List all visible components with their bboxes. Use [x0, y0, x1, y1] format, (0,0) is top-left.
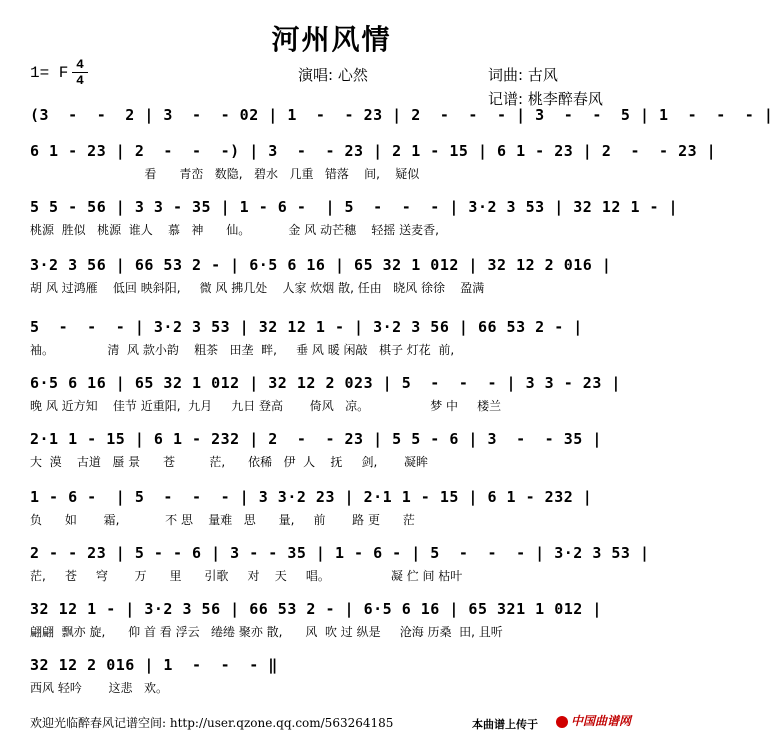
lyrics-line: 负 如 霜, 不 思 量难 思 量, 前 路 更 茫 [30, 513, 415, 527]
notation-line: 32 12 1 - | 3·2 3 56 | 66 53 2 - | 6·5 6 16 | 65 321 1 012 | [30, 600, 602, 618]
notation-line: 1 - 6 - | 5 - - - | 3 3·2 23 | 2·1 1 - 15 | 6 1 - 232 | [30, 488, 593, 506]
lyrics-line: 袖。 清 风 款小韵 粗茶 田垄 畔, 垂 风 暖 闲敲 棋子 灯花 前, [30, 343, 455, 357]
lyrics-line: 西风 轻吟 这悲 欢。 [30, 681, 168, 695]
upload-note: 本曲谱上传于 [472, 718, 538, 731]
composer-credit: 词曲: 古风 [488, 66, 558, 84]
notation-line: 5 - - - | 3·2 3 53 | 32 12 1 - | 3·2 3 56 | 66 53 2 - | [30, 318, 583, 336]
notation-line: 6 1 - 23 | 2 - - -) | 3 - - 23 | 2 1 - 15 | 6 1 - 23 | 2 - - 23 | [30, 142, 717, 160]
key-signature: 1= F [30, 64, 69, 82]
notation-line: 2·1 1 - 15 | 6 1 - 232 | 2 - - 23 | 5 5 - 6 | 3 - - 35 | [30, 430, 602, 448]
notation-line: (3 - - 2 | 3 - - 02 | 1 - - 23 | 2 - - - | 3 - - 5 | 1 - - - | [30, 106, 773, 124]
notation-line: 32 12 2 016 | 1 - - - ‖ [30, 656, 278, 674]
footer-link[interactable]: 欢迎光临醉春风记谱空间: http://user.qzone.qq.com/563264185 [30, 716, 394, 730]
lyrics-line: 大 漠 古道 蜃 景 苍 茫, 依稀 伊 人 抚 剑, 凝眸 [30, 455, 428, 469]
lyrics-line: 茫, 苍 穹 万 里 引歌 对 天 唱。 凝 伫 间 枯叶 [30, 569, 463, 583]
logo-icon [556, 716, 568, 728]
time-signature-top: 4 [76, 57, 84, 72]
lyrics-line: 晚 风 近方知 佳节 近重阳, 九月 九日 登高 倚风 凉。 梦 中 楼兰 [30, 399, 502, 413]
lyrics-line: 看 青峦 数隐, 碧水 几重 错落 间, 疑似 [30, 167, 420, 181]
lyrics-line: 胡 风 过鸿雁 低回 映斜阳, 微 风 拂几处 人家 炊烟 散, 任由 晓风 徐徐 盈满 [30, 281, 485, 295]
notation-line: 2 - - 23 | 5 - - 6 | 3 - - 35 | 1 - 6 - | 5 - - - | 3·2 3 53 | [30, 544, 650, 562]
transcriber-credit: 记谱: 桃李醉春风 [488, 90, 603, 108]
site-logo[interactable] [556, 712, 656, 732]
lyrics-line: 桃源 胜似 桃源 谁人 慕 神 仙。 金 风 动芒穗 轻摇 送麦香, [30, 223, 439, 237]
notation-line: 5 5 - 56 | 3 3 - 35 | 1 - 6 - | 5 - - - | 3·2 3 53 | 32 12 1 - | [30, 198, 679, 216]
time-signature [72, 58, 88, 87]
song-title: 河州风情 [271, 23, 392, 56]
singer-credit: 演唱: 心然 [298, 66, 368, 84]
lyrics-line: 翩翩 飘亦 旋, 仰 首 看 浮云 绻绻 聚亦 散, 风 吹 过 纵是 沧海 历桑 田, 且听 [30, 625, 503, 639]
notation-line: 6·5 6 16 | 65 32 1 012 | 32 12 2 023 | 5 - - - | 3 3 - 23 | [30, 374, 621, 392]
notation-line: 3·2 3 56 | 66 53 2 - | 6·5 6 16 | 65 32 1 012 | 32 12 2 016 | [30, 256, 612, 274]
time-signature-bottom: 4 [76, 73, 84, 88]
site-name: 中国曲谱网 [571, 714, 632, 728]
